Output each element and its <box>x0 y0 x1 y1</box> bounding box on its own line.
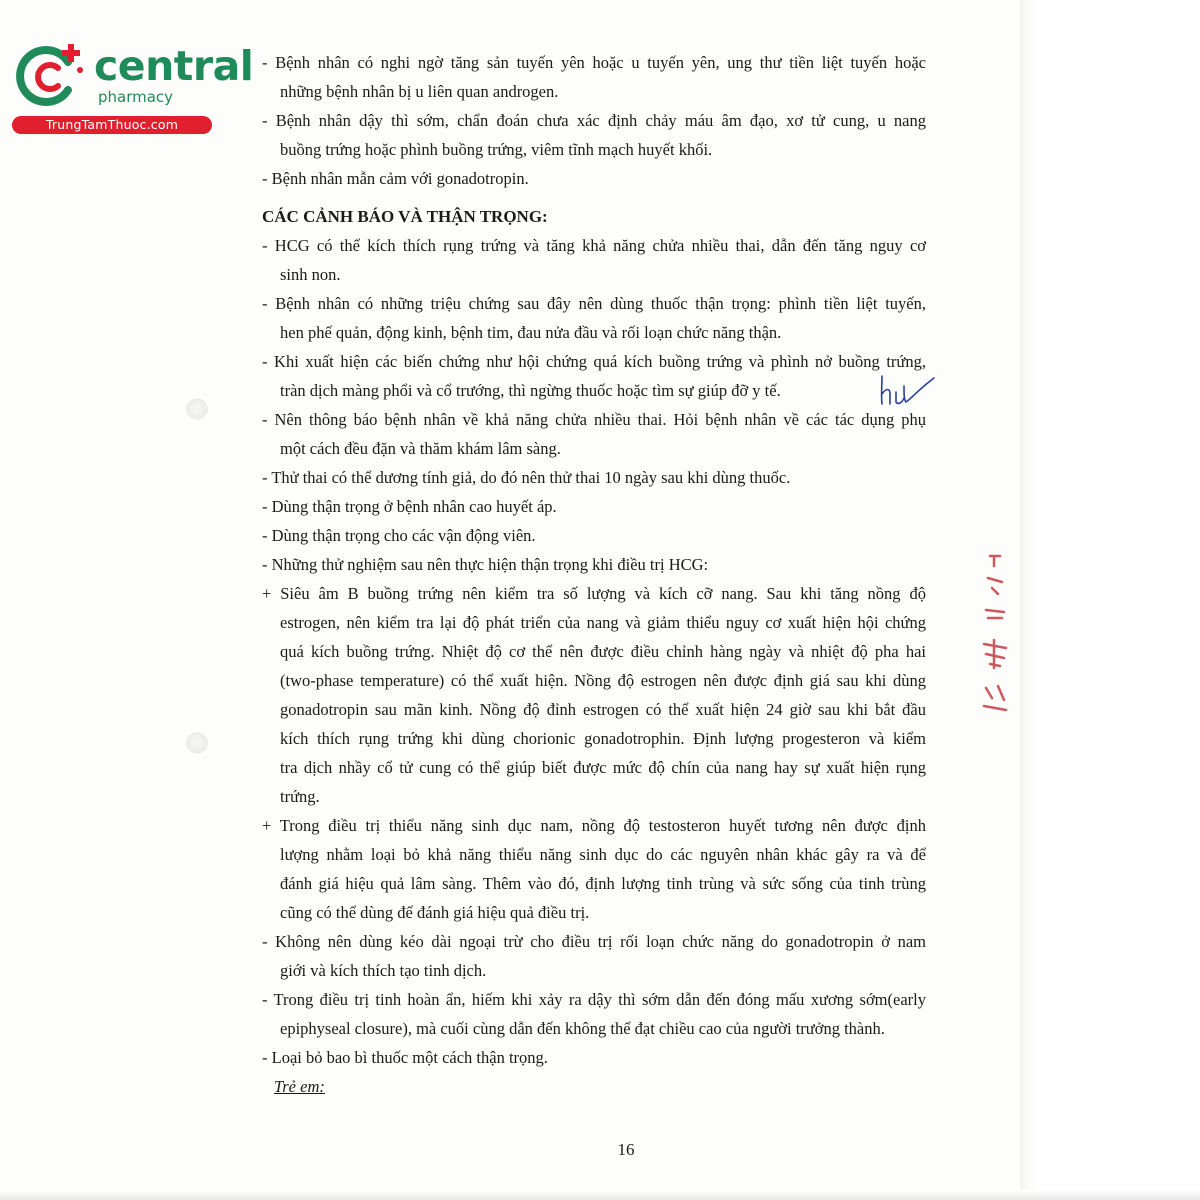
text-line: - Những thử nghiệm sau nên thực hiện thận trọng khi điều trị HCG: <box>262 555 709 574</box>
text-line: - Bệnh nhân mẫn cảm với gonadotropin. <box>262 169 529 188</box>
logo-name: central <box>94 42 254 90</box>
text-line: gonadotropin sau mãn kinh. Nồng độ đỉnh estrogen có thể xuất hiện 24 giờ sau khi bắt đầu <box>280 700 926 719</box>
text-line: đánh giá hiệu quả lâm sàng. Thêm vào đó, định lượng tinh trùng và sức sống của tinh trùng <box>280 874 926 893</box>
page-number: 16 <box>617 1140 635 1159</box>
text-line: quá kích buồng trứng. Nhiệt độ cơ thể nên được điều chỉnh hàng ngày và nhiệt độ pha hai <box>280 642 926 661</box>
text-line: estrogen, nên kiểm tra lại độ phát triển của nang và giảm thiểu nguy cơ xuất hiện hội chứng <box>280 613 926 632</box>
text-line: - Không nên dùng kéo dài ngoại trừ cho điều trị rối loạn chức năng do gonadotropin ở nam <box>262 932 926 951</box>
text-line: - Thử thai có thể dương tính giả, do đó nên thử thai 10 ngày sau khi dùng thuốc. <box>262 468 791 487</box>
text-line: trứng. <box>280 787 320 806</box>
logo-subtitle: pharmacy <box>98 88 174 106</box>
text-line: (two-phase temperature) có thể xuất hiện. Nồng độ estrogen nên được định giá sau khi dùng <box>280 671 926 690</box>
text-line: epiphyseal closure), mà cuối cùng dẫn đến không thể đạt chiều cao của người trưởng thành. <box>280 1019 885 1038</box>
punch-hole-mark <box>186 732 208 754</box>
logo-website: TrungTamThuoc.com <box>12 116 212 134</box>
text-line: một cách đều đặn và thăm khám lâm sàng. <box>280 439 561 458</box>
text-line: + Trong điều trị thiểu năng sinh dục nam, nồng độ testosteron huyết tương nên được định <box>262 816 926 835</box>
text-line: - Trong điều trị tinh hoàn ẩn, hiếm khi xảy ra dậy thì sớm dẫn đến đóng mấu xương sớm(early <box>262 990 926 1009</box>
text-line: những bệnh nhân bị u liên quan androgen. <box>280 82 559 101</box>
text-line: cũng có thể dùng để đánh giá hiệu quả điều trị. <box>280 903 590 922</box>
text-line: - Nên thông báo bệnh nhân về khả năng chửa nhiều thai. Hỏi bệnh nhân về các tác dụng phụ <box>262 410 926 429</box>
text-line: - Bệnh nhân có nghi ngờ tăng sản tuyến yên hoặc u tuyến yên, ung thư tiền liệt tuyến hoặc <box>262 53 926 72</box>
text-line: sinh non. <box>280 265 341 284</box>
text-line: - Dùng thận trọng cho các vận động viên. <box>262 526 536 545</box>
text-line: - Khi xuất hiện các biến chứng như hội chứng quá kích buồng trứng và phình nở buồng trứng, <box>262 352 926 371</box>
text-line: lượng nhằm loại bỏ khả năng thiểu năng sinh dục do các nguyên nhân khác gây ra và để <box>280 845 926 864</box>
text-line: kích thích rụng trứng khi dùng chorionic gonadotrophin. Định lượng progesteron và kiểm <box>280 729 926 748</box>
text-line: giới và kích thích tạo tinh dịch. <box>280 961 487 980</box>
subsection-heading: Trẻ em: <box>274 1077 325 1096</box>
text-line: hen phế quản, động kinh, bệnh tim, đau nửa đầu và rối loạn chức năng thận. <box>280 323 782 342</box>
handwritten-initials-signature <box>876 372 942 406</box>
text-line: - Dùng thận trọng ở bệnh nhân cao huyết áp. <box>262 497 557 516</box>
text-line: - Bệnh nhân dậy thì sớm, chẩn đoán chưa xác định chảy máu âm đạo, xơ tử cung, u nang <box>262 111 926 130</box>
page-edge-shadow <box>1020 0 1200 1200</box>
text-line: - Loại bỏ bao bì thuốc một cách thận trọng. <box>262 1048 548 1067</box>
section-heading: CÁC CẢNH BÁO VÀ THẬN TRỌNG: <box>262 207 548 226</box>
text-line: buồng trứng hoặc phình buồng trứng, viêm tĩnh mạch huyết khối. <box>280 140 713 159</box>
page-bottom-shadow <box>0 1190 1200 1200</box>
text-line: tra dịch nhầy cổ tử cung có thể giúp biết được mức độ chín của nang hay sự xuất hiện rụng <box>280 758 926 777</box>
text-line: - Bệnh nhân có những triệu chứng sau đây nên dùng thuốc thận trọng: phình tiền liệt tuyến, <box>262 294 926 313</box>
punch-hole-mark <box>186 398 208 420</box>
central-pharmacy-logo <box>8 34 254 138</box>
text-line: - HCG có thể kích thích rụng trứng và tăng khả năng chửa nhiều thai, dẫn đến tăng nguy cơ <box>262 236 926 255</box>
text-line: tràn dịch màng phổi và cổ trướng, thì ngừng thuốc hoặc tìm sự giúp đỡ y tế. <box>280 381 781 400</box>
pharmacy-cross-logo-icon <box>16 40 84 108</box>
text-line: + Siêu âm B buồng trứng nên kiểm tra số lượng và kích cỡ nang. Sau khi tăng nồng độ <box>262 584 926 603</box>
red-stamp-mark <box>976 548 1014 718</box>
